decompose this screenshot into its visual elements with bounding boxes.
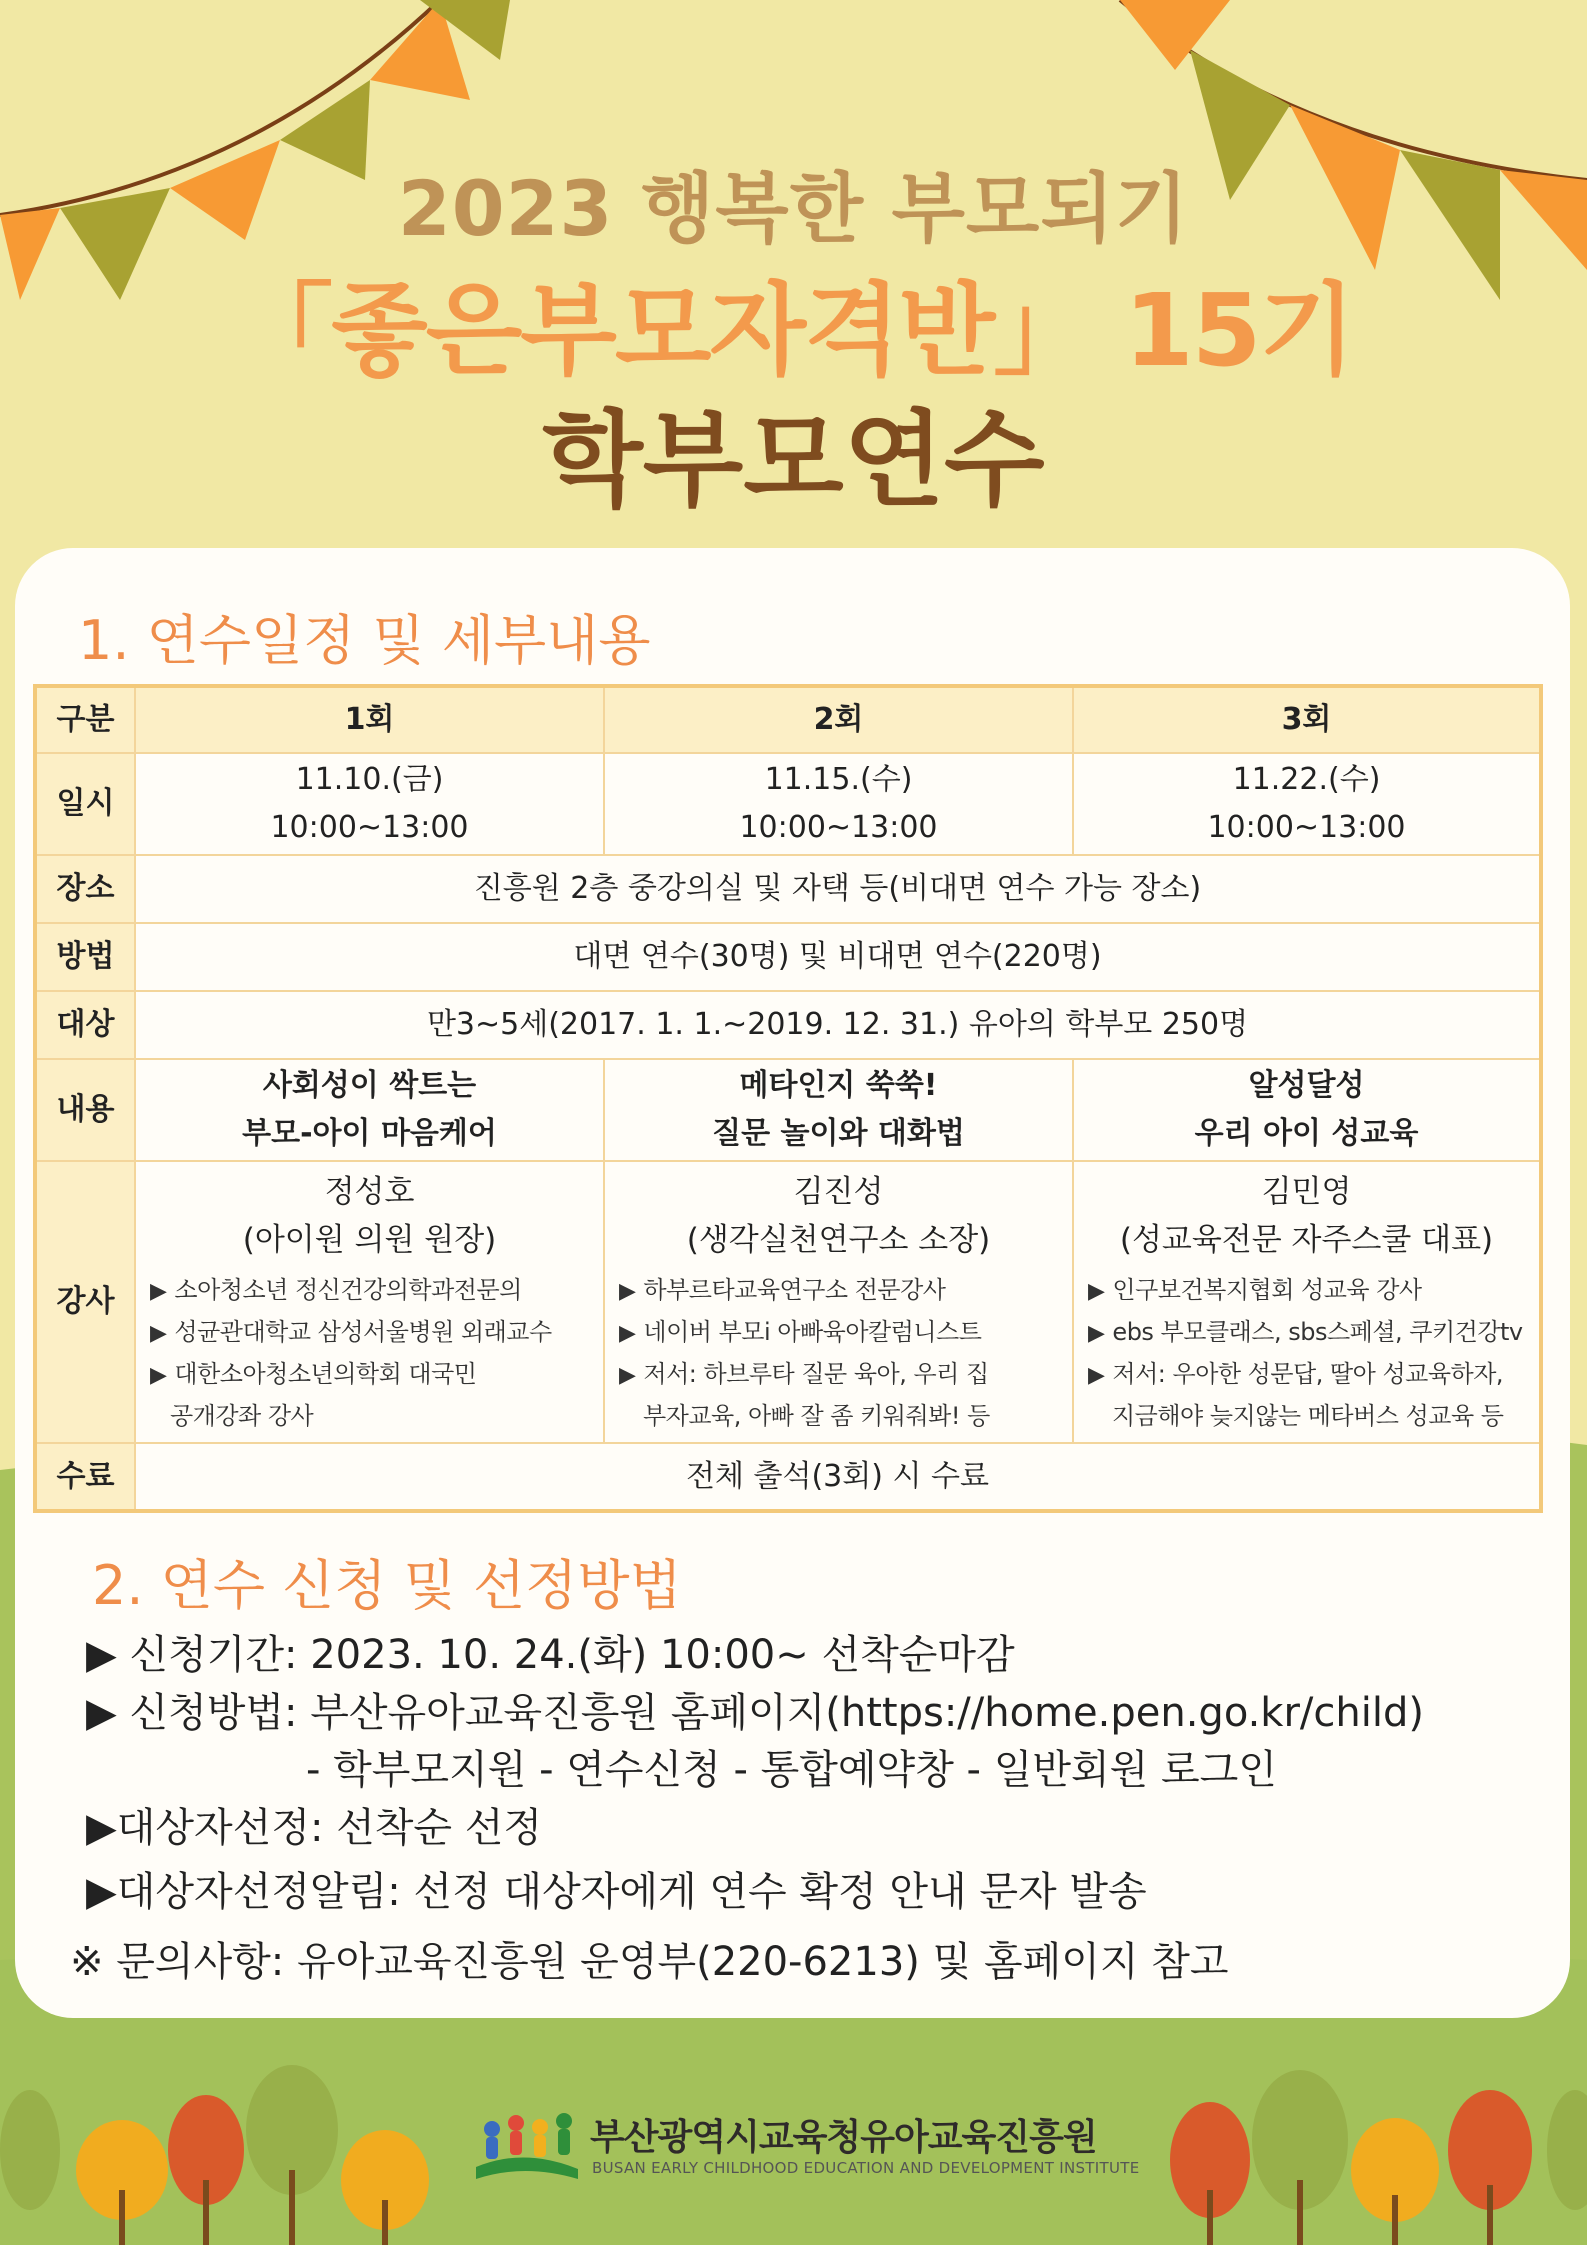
- content-3b: 우리 아이 성교육: [1194, 1116, 1419, 1151]
- lecturer-3-credentials: [1074, 1270, 1539, 1436]
- place-value: 진흥원 2층 중강의실 및 자택 등(비대면 연수 가능 장소): [135, 855, 1541, 923]
- list-item: 부자교육, 아빠 잘 좀 키워줘봐! 등: [643, 1402, 990, 1430]
- right-triangle-icon: ▶: [1088, 1363, 1105, 1388]
- right-triangle-icon: ▶: [619, 1321, 636, 1346]
- list-item: ▶ 대한소아청소년의학회 대국민: [150, 1360, 477, 1388]
- content-3a: 알성달성: [1248, 1068, 1365, 1103]
- lecturer-3-name: 김민영: [1261, 1174, 1352, 1210]
- right-triangle-icon: ▶: [150, 1363, 167, 1388]
- table-row-date: [35, 753, 1541, 855]
- content-2a: 메타인지 쑥쑥!: [739, 1068, 938, 1103]
- headline-program-name: 「좋은부모자격반」 15기: [233, 272, 1354, 389]
- right-triangle-icon: ▶: [1088, 1279, 1105, 1304]
- selection-rule: ▶대상자선정: 선착순 선정: [86, 1805, 543, 1851]
- lecturer-1-title: (아이원 의원 원장): [242, 1222, 497, 1258]
- table-corner-cell: 구분: [35, 686, 135, 753]
- right-triangle-icon: ▶: [1088, 1321, 1105, 1346]
- lecturer-3-title: (성교육전문 자주스쿨 대표): [1119, 1222, 1494, 1258]
- list-item: ▶ 저서: 하브루타 질문 육아, 우리 집: [619, 1360, 989, 1388]
- schedule-table: [33, 684, 1543, 1513]
- selection-notice: ▶대상자선정알림: 선정 대상자에게 연수 확정 안내 문자 발송: [86, 1869, 1147, 1915]
- children-logo-icon: [474, 2107, 580, 2183]
- row-label-content: 내용: [35, 1059, 135, 1161]
- right-triangle-icon: ▶: [150, 1279, 167, 1304]
- row-label-completion: 수료: [35, 1443, 135, 1511]
- row-label-target: 대상: [35, 991, 135, 1059]
- lecturer-cell-3: [1073, 1161, 1541, 1443]
- right-triangle-icon: ▶: [150, 1321, 167, 1346]
- right-flag-1: [1120, 0, 1230, 70]
- list-item: ▶ 네이버 부모i 아빠육아칼럼니스트: [619, 1318, 982, 1346]
- inquiry-note: ※ 문의사항: 유아교육진흥원 운영부(220-6213) 및 홈페이지 참고: [70, 1939, 1229, 1985]
- date-3: 11.22.(수): [1232, 762, 1381, 797]
- institute-name-english: BUSAN EARLY CHILDHOOD EDUCATION AND DEVELOPMENT INSTITUTE: [592, 2159, 1140, 2177]
- section2-title: 2. 연수 신청 및 선정방법: [92, 1554, 682, 1617]
- lecturer-cell-2: [604, 1161, 1073, 1443]
- content-2b: 질문 놀이와 대화법: [712, 1116, 965, 1151]
- method-value: 대면 연수(30명) 및 비대면 연수(220명): [135, 923, 1541, 991]
- col-header-2: 2회: [604, 686, 1073, 753]
- completion-value: 전체 출석(3회) 시 수료: [135, 1443, 1541, 1511]
- date-2: 11.15.(수): [764, 762, 913, 797]
- date-1: 11.10.(금): [295, 762, 444, 797]
- list-item: ▶ ebs 부모클래스, sbs스페셜, 쿠키건강tv: [1088, 1318, 1523, 1346]
- table-row-place: [35, 855, 1541, 923]
- date-cell-1: [135, 753, 604, 855]
- row-label-place: 장소: [35, 855, 135, 923]
- section1-title: 1. 연수일정 및 세부내용: [78, 609, 651, 672]
- table-row-target: [35, 991, 1541, 1059]
- application-period: ▶ 신청기간: 2023. 10. 24.(화) 10:00~ 선착순마감: [86, 1632, 1015, 1678]
- row-label-lecturer: 강사: [35, 1161, 135, 1443]
- list-item: ▶ 소아청소년 정신건강의학과전문의: [150, 1276, 522, 1304]
- table-row-completion: [35, 1443, 1541, 1511]
- content-cell-2: [604, 1059, 1073, 1161]
- row-label-method: 방법: [35, 923, 135, 991]
- right-triangle-icon: ▶: [619, 1363, 636, 1388]
- col-header-3: 3회: [1073, 686, 1541, 753]
- table-header-row: [35, 686, 1541, 753]
- right-triangle-icon: ▶: [619, 1279, 636, 1304]
- content-1a: 사회성이 싹트는: [262, 1068, 477, 1103]
- list-item: ▶ 인구보건복지협회 성교육 강사: [1088, 1276, 1422, 1304]
- col-header-1: 1회: [135, 686, 604, 753]
- lecturer-2-title: (생각실천연구소 소장): [686, 1222, 991, 1258]
- content-cell-1: [135, 1059, 604, 1161]
- content-1b: 부모-아이 마음케어: [242, 1116, 497, 1151]
- list-item: 공개강좌 강사: [170, 1402, 314, 1430]
- lecturer-1-name: 정성호: [324, 1174, 415, 1210]
- table-row-content: [35, 1059, 1541, 1161]
- institute-name-korean: 부산광역시교육청유아교육진흥원: [590, 2117, 1097, 2158]
- table-row-lecturer: [35, 1161, 1541, 1443]
- list-item: ▶ 하부르타교육연구소 전문강사: [619, 1276, 946, 1304]
- lecturer-2-name: 김진성: [793, 1174, 884, 1210]
- table-row-method: [35, 923, 1541, 991]
- time-2: 10:00~13:00: [739, 810, 938, 845]
- date-cell-3: [1073, 753, 1541, 855]
- target-value: 만3~5세(2017. 1. 1.~2019. 12. 31.) 유아의 학부모 250명: [135, 991, 1541, 1059]
- headline-parent-training: 학부모연수: [542, 399, 1045, 521]
- content-cell-3: [1073, 1059, 1541, 1161]
- time-3: 10:00~13:00: [1207, 810, 1406, 845]
- application-method: ▶ 신청방법: 부산유아교육진흥원 홈페이지(https://home.pen.go.kr/child): [86, 1690, 1424, 1736]
- institute-logo: [474, 2107, 1140, 2183]
- row-label-date: 일시: [35, 753, 135, 855]
- application-path: - 학부모지원 - 연수신청 - 통합예약창 - 일반회원 로그인: [306, 1747, 1277, 1793]
- list-item: 지금해야 늦지않는 메타버스 성교육 등: [1112, 1402, 1504, 1430]
- list-item: ▶ 성균관대학교 삼성서울병원 외래교수: [150, 1318, 552, 1346]
- time-1: 10:00~13:00: [270, 810, 469, 845]
- lecturer-cell-1: [135, 1161, 604, 1443]
- list-item: ▶ 저서: 우아한 성문답, 딸아 성교육하자,: [1088, 1360, 1504, 1388]
- headline-year-title: 2023 행복한 부모되기: [397, 164, 1190, 253]
- date-cell-2: [604, 753, 1073, 855]
- lecturer-1-credentials: [136, 1270, 603, 1436]
- lecturer-2-credentials: [605, 1270, 1072, 1436]
